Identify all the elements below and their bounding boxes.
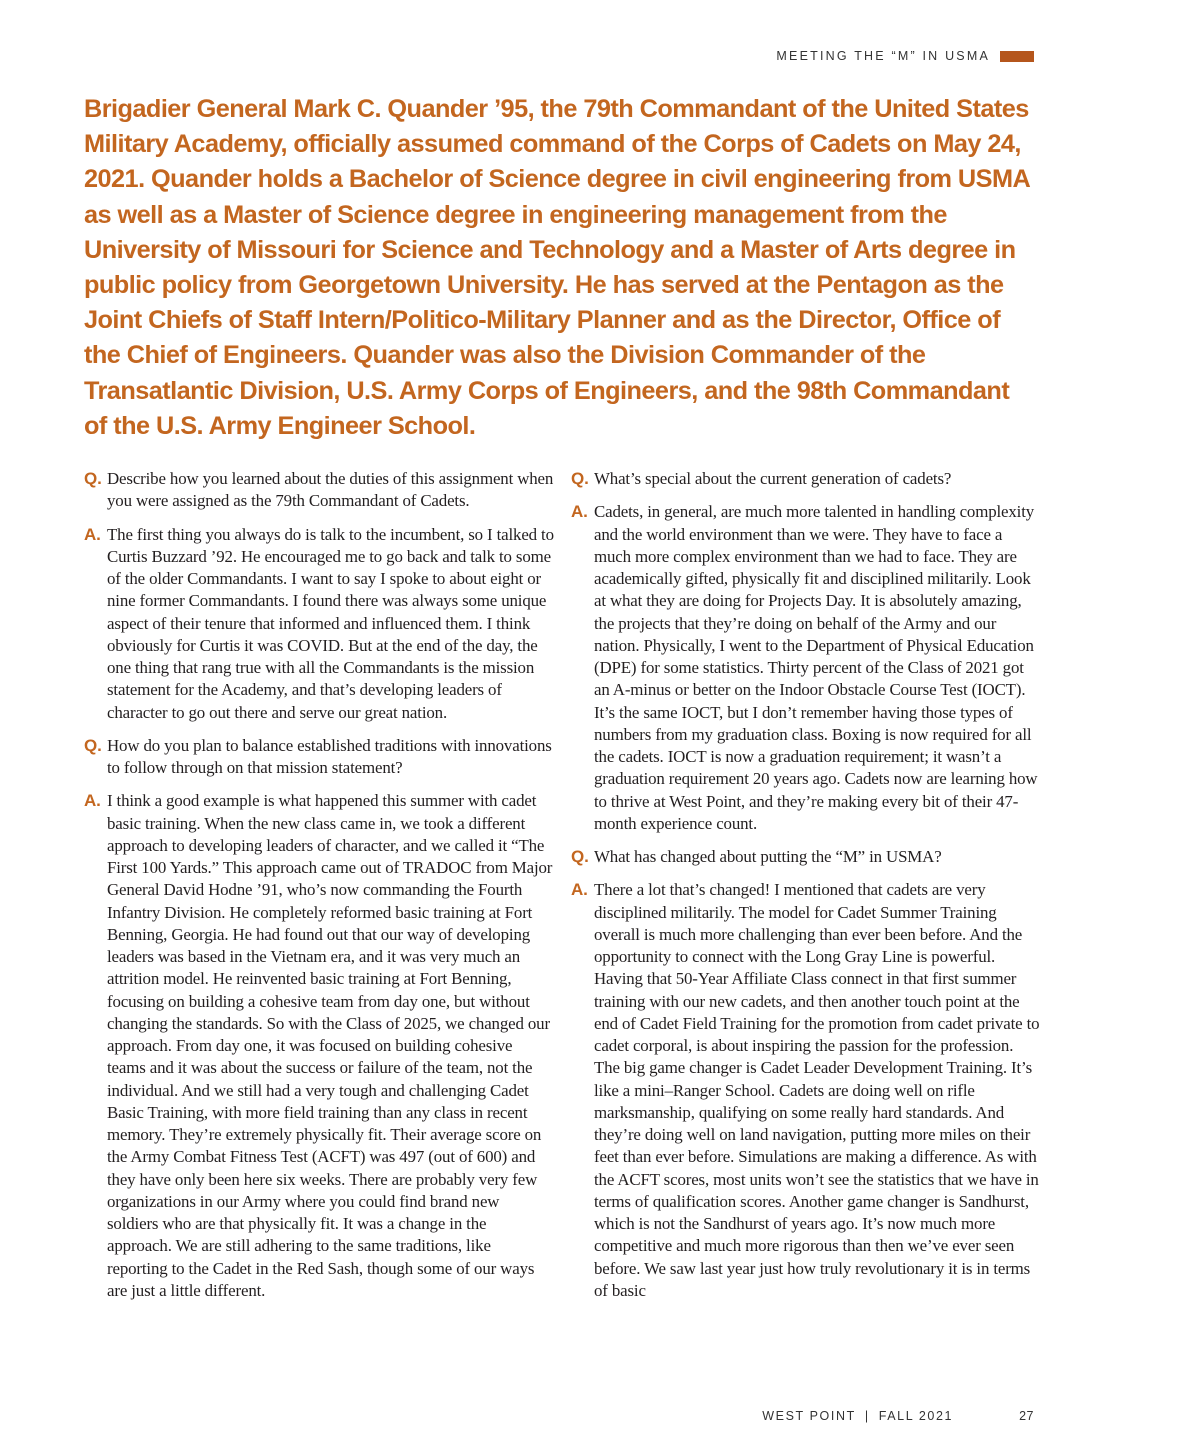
footer-separator: | bbox=[864, 1409, 870, 1423]
answer-marker: A. bbox=[84, 791, 101, 811]
question-3 bbox=[571, 468, 1041, 490]
question-marker: Q. bbox=[571, 469, 589, 488]
answer-marker: A. bbox=[571, 502, 588, 522]
answer-marker: A. bbox=[84, 524, 101, 544]
question-text: Describe how you learned about the duties of this assignment when you were assigned as the 79th Commandant of Cadets. bbox=[107, 469, 554, 511]
question-4 bbox=[571, 846, 1041, 868]
answer-4 bbox=[571, 879, 1041, 1302]
answer-text: There a lot that’s changed! I mentioned that cadets are very disciplined militarily. The model for Cadet Summer Training overall is much more challenging than ever been before. And the opportunity to connect with the Long Gray Line is powerful. Having that 50-Year Affiliate Class connect in that first summer training with our new cadets, and then another touch point at the end of Cadet Field Training for the promotion from cadet private to cadet corporal, is about inspiring the passion for the profession. The big game changer is Cadet Leader Development Training. It’s like a mini–Ranger School. Cadets are doing well on rifle marksmanship, qualifying on some really hard standards. And they’re doing well on land navigation, putting more miles on their feet than ever before. Simulations are making a difference. As with the ACFT scores, most units won’t see the statistics that we have in terms of qualification scores. Another game changer is Sandhurst, which is not the Sandhurst of years ago. It’s now much more competitive and much more rigorous than then we’ve ever seen before. We saw last year just how truly revolutionary it is in terms of basic bbox=[594, 880, 1040, 1300]
question-text: What has changed about putting the “M” in USMA? bbox=[594, 847, 942, 866]
answer-text: The first thing you always do is talk to the incumbent, so I talked to Curtis Buzzard ’92. He encouraged me to go back and talk to some of the older Commandants. I want to say I spoke to about eight or nine former Commandants. I found there was always some unique aspect of their tenure that informed and influenced them. I think obviously for Curtis it was COVID. But at the end of the day, the one thing that rang true with all the Commandants is the mission statement for the Academy, and that’s developing leaders of character to go out there and serve our great nation. bbox=[107, 524, 554, 722]
question-1 bbox=[84, 468, 554, 513]
running-footer bbox=[762, 1409, 1034, 1423]
answer-text: I think a good example is what happened this summer with cadet basic training. When the new class came in, we took a different approach to developing leaders of character, and we called it “The First 100 Yards.” This approach came out of TRADOC from Major General David Hodne ’91, who’s now commanding the Fourth Infantry Division. He completely reformed basic training at Fort Benning, Georgia. He had found out that our way of developing leaders was based in the Vietnam era, and it was very much an attrition model. He reinvented basic training at Fort Benning, focusing on building a cohesive team from day one, but without changing the standards. So with the Class of 2025, we changed our approach. From day one, it was focused on building cohesive teams and it was about the success or failure of the team, not the individual. And we still had a very tough and challenging Cadet Basic Training, with more field training than any class in recent memory. They’re extremely physically fit. Their average score on the Army Combat Fitness Test (ACFT) was 497 (out of 600) and they have only been here six weeks. There are probably very few organizations in our Army where you could find brand new soldiers who are that physically fit. It was a change in the approach. We are still adhering to the same traditions, like reporting to the Cadet in the Red Sash, though some of our ways are just a little different. bbox=[107, 791, 553, 1300]
answer-1 bbox=[84, 524, 554, 724]
issue-label: FALL 2021 bbox=[878, 1409, 954, 1423]
page-number: 27 bbox=[1019, 1409, 1034, 1423]
answer-text: Cadets, in general, are much more talented in handling complexity and the world environment than we were. They have to face a much more complex environment than we had to face. They are academically gifted, physically fit and disciplined militarily. Look at what they are doing for Projects Day. It is absolutely amazing, the projects that they’re doing on behalf of the Army and our nation. Physically, I went to the Department of Physical Education (DPE) for some statistics. Thirty percent of the Class of 2021 got an A-minus or better on the Indoor Obstacle Course Test (IOCT). It’s the same IOCT, but I don’t remember having those types of numbers from my graduation class. Boxing is now required for all the cadets. IOCT is now a graduation requirement; it wasn’t a graduation requirement 20 years ago. Cadets now are learning how to thrive at West Point, and they’re making every bit of their 47-month experience count. bbox=[594, 502, 1038, 833]
answer-marker: A. bbox=[571, 880, 588, 900]
question-text: What’s special about the current generation of cadets? bbox=[594, 469, 952, 488]
publication-name: WEST POINT bbox=[762, 1409, 856, 1423]
header-accent-bar bbox=[1000, 51, 1034, 62]
running-header bbox=[776, 48, 1034, 64]
question-2 bbox=[84, 735, 554, 780]
answer-3 bbox=[571, 501, 1041, 835]
right-column bbox=[571, 468, 1041, 1313]
question-marker: Q. bbox=[571, 847, 589, 866]
question-text: How do you plan to balance established traditions with innovations to follow through on that mission statement? bbox=[107, 735, 552, 777]
section-title: MEETING THE “M” IN USMA bbox=[776, 49, 990, 63]
left-column bbox=[84, 468, 554, 1313]
answer-2 bbox=[84, 790, 554, 1302]
question-marker: Q. bbox=[84, 469, 102, 488]
intro-paragraph: Brigadier General Mark C. Quander ’95, the 79th Commandant of the United States Military Academy, officially assumed command of the Corps of Cadets on May 24, 2021. Quander holds a Bachelor of Science degree in civil engineering from USMA as well as a Master of Science degree in engineering management from the University of Missouri for Science and Technology and a Master of Arts degree in public policy from Georgetown University. He has served at the Pentagon as the Joint Chiefs of Staff Intern/Politico-Military Planner and as the Director, Office of the Chief of Engineers. Quander was also the Division Commander of the Transatlantic Division, U.S. Army Corps of Engineers, and the 98th Commandant of the U.S. Army Engineer School. bbox=[84, 95, 1030, 440]
question-marker: Q. bbox=[84, 735, 102, 755]
